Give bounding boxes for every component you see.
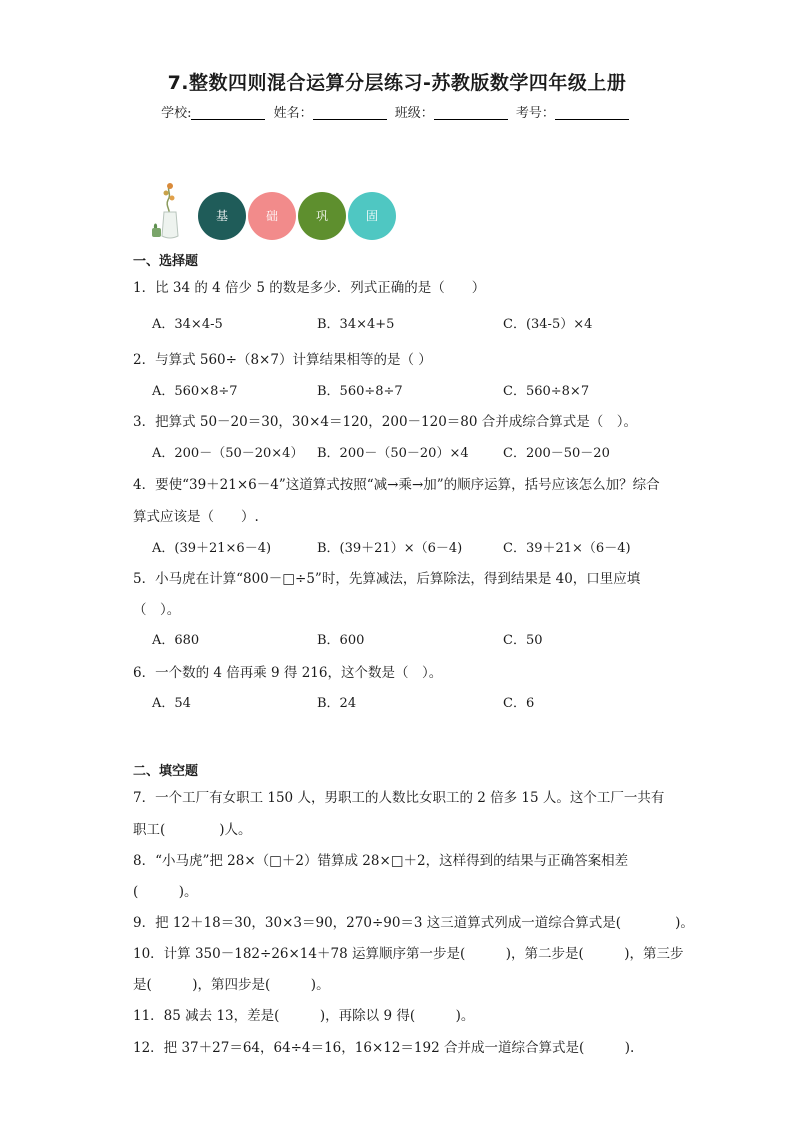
banner-circle-4: 固 — [348, 192, 396, 240]
question-10: 10．计算 350－182÷26×14＋78 运算顺序第一步是( )，第二步是( )，第三步 — [133, 946, 684, 962]
q5-option-a[interactable]: A．680 — [152, 633, 200, 648]
q2-option-b[interactable]: B．560÷8÷7 — [317, 384, 403, 399]
q1-option-c[interactable]: C．(34-5）×4 — [503, 317, 593, 332]
banner-circle-3: 巩 — [298, 192, 346, 240]
question-5: 5．小马虎在计算“800－□÷5”时，先算减法，后算除法，得到结果是 40，口里应填 — [133, 571, 641, 587]
question-7-line-2: 职工( )人。 — [133, 822, 252, 838]
question-5-line-2: （ ）。 — [133, 602, 181, 618]
question-11: 11．85 减去 13，差是( )，再除以 9 得( )。 — [133, 1008, 475, 1024]
q6-option-a[interactable]: A．54 — [152, 696, 191, 711]
name-blank[interactable] — [313, 105, 387, 120]
question-2: 2．与算式 560÷（8×7）计算结果相等的是（ ） — [133, 352, 432, 368]
question-12: 12．把 37＋27＝64，64÷4＝16，16×12＝192 合并成一道综合算式是( ). — [133, 1040, 635, 1056]
q1-option-a[interactable]: A．34×4-5 — [152, 317, 223, 332]
question-7: 7．一个工厂有女职工 150 人，男职工的人数比女职工的 2 倍多 15 人。这个工厂一共有 — [133, 790, 665, 806]
q5-option-c[interactable]: C．50 — [503, 633, 543, 648]
q4-option-b[interactable]: B．(39＋21）×（6－4) — [317, 541, 463, 556]
question-4: 4．要使“39＋21×6－4”这道算式按照“减→乘→加”的顺序运算，括号应该怎么加？综合 — [133, 477, 660, 493]
q4-option-c[interactable]: C．39＋21×（6－4) — [503, 541, 631, 556]
exam-number-blank[interactable] — [555, 105, 629, 120]
page-title: 7.整数四则混合运算分层练习-苏教版数学四年级上册 — [167, 72, 627, 94]
q4-option-a[interactable]: A．(39＋21×6－4) — [152, 541, 272, 556]
question-1: 1．比 34 的 4 倍少 5 的数是多少．列式正确的是（ ） — [133, 280, 486, 296]
q1-option-b[interactable]: B．34×4+5 — [317, 317, 395, 332]
question-8-line-2: ( )。 — [133, 884, 198, 900]
section-fill-title: 二、填空题 — [133, 764, 199, 779]
class-blank[interactable] — [434, 105, 508, 120]
question-10-line-2: 是( )，第四步是( )。 — [133, 977, 330, 993]
section-choice-title: 一、选择题 — [133, 254, 199, 269]
class-label: 班级： — [394, 106, 434, 121]
exam-number-label: 考号： — [515, 106, 555, 121]
plant-vase-icon — [150, 180, 190, 242]
school-blank[interactable] — [191, 105, 265, 120]
banner-circle-1: 基 — [198, 192, 246, 240]
q3-option-b[interactable]: B．200－（50－20）×4 — [317, 446, 469, 461]
q2-option-a[interactable]: A．560×8÷7 — [152, 384, 238, 399]
question-4-line-2: 算式应该是（ ）. — [133, 509, 259, 525]
question-9: 9．把 12＋18＝30，30×3＝90，270÷90＝3 这三道算式列成一道综合算式是( )。 — [133, 915, 694, 931]
school-label: 学校: — [161, 106, 192, 121]
q3-option-c[interactable]: C．200－50－20 — [503, 446, 610, 461]
q6-option-c[interactable]: C．6 — [503, 696, 535, 711]
q6-option-b[interactable]: B．24 — [317, 696, 357, 711]
question-6: 6．一个数的 4 倍再乘 9 得 216，这个数是（ ）。 — [133, 665, 443, 681]
question-3: 3．把算式 50－20＝30，30×4＝120，200－120＝80 合并成综合算式是（ ）。 — [133, 414, 638, 430]
q3-option-a[interactable]: A．200－（50－20×4） — [152, 446, 304, 461]
question-8: 8．“小马虎”把 28×（□＋2）错算成 28×□＋2，这样得到的结果与正确答案相差 — [133, 853, 629, 869]
name-label: 姓名： — [273, 106, 313, 121]
student-info-row — [0, 102, 794, 121]
q5-option-b[interactable]: B．600 — [317, 633, 365, 648]
banner-circle-2: 础 — [248, 192, 296, 240]
q2-option-c[interactable]: C．560÷8×7 — [503, 384, 590, 399]
